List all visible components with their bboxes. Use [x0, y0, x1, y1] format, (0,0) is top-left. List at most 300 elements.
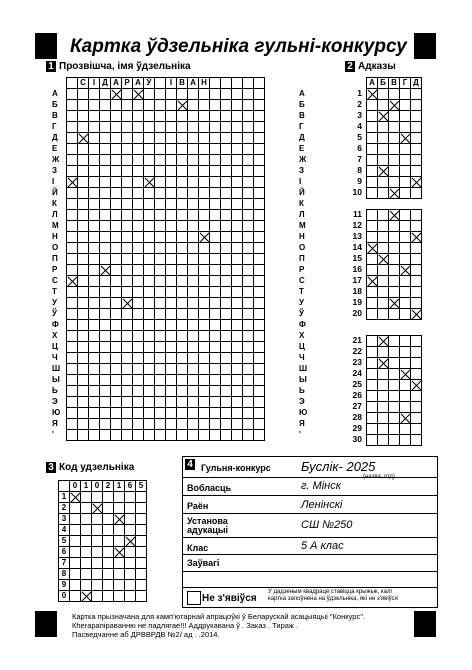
name-grid-cell[interactable]	[210, 342, 221, 353]
name-grid-cell[interactable]	[89, 320, 100, 331]
name-grid-cell[interactable]	[232, 155, 243, 166]
name-grid-cell[interactable]	[243, 430, 254, 441]
name-grid-cell[interactable]	[166, 188, 177, 199]
name-grid-cell[interactable]	[210, 188, 221, 199]
name-grid-cell[interactable]	[144, 309, 155, 320]
name-header-cell[interactable]: А	[188, 78, 199, 89]
name-grid-cell[interactable]	[144, 276, 155, 287]
name-grid-cell[interactable]	[188, 155, 199, 166]
name-grid-cell[interactable]	[144, 111, 155, 122]
answer-cell[interactable]	[367, 100, 378, 111]
name-header-cell[interactable]	[243, 78, 254, 89]
code-cell[interactable]	[92, 536, 103, 547]
name-grid-cell[interactable]	[243, 298, 254, 309]
name-grid-cell[interactable]	[155, 419, 166, 430]
name-grid-cell[interactable]	[188, 188, 199, 199]
code-cell[interactable]	[136, 547, 147, 558]
name-grid-cell[interactable]	[122, 320, 133, 331]
name-grid-cell[interactable]	[133, 166, 144, 177]
answer-cell-marked[interactable]	[400, 413, 411, 424]
name-grid-cell[interactable]	[122, 375, 133, 386]
name-grid-cell[interactable]	[122, 397, 133, 408]
name-grid-cell[interactable]	[89, 210, 100, 221]
answer-cell[interactable]	[378, 413, 389, 424]
name-grid-cell[interactable]	[166, 419, 177, 430]
name-grid-cell[interactable]	[254, 199, 265, 210]
name-grid-cell[interactable]	[210, 331, 221, 342]
name-grid-cell[interactable]	[210, 122, 221, 133]
name-grid-cell[interactable]	[199, 122, 210, 133]
answer-cell[interactable]	[367, 265, 378, 276]
name-grid-cell[interactable]	[78, 397, 89, 408]
answer-cell[interactable]	[378, 424, 389, 435]
name-grid-cell[interactable]	[177, 111, 188, 122]
answer-cell[interactable]	[411, 89, 422, 100]
code-cell[interactable]	[81, 503, 92, 514]
answer-cell[interactable]	[411, 391, 422, 402]
name-grid-cell[interactable]	[122, 331, 133, 342]
name-grid-cell[interactable]	[254, 375, 265, 386]
code-cell-marked[interactable]	[81, 591, 92, 602]
name-grid-cell[interactable]	[78, 254, 89, 265]
name-grid-cell[interactable]	[67, 386, 78, 397]
answer-cell[interactable]	[400, 210, 411, 221]
answer-cell-marked[interactable]	[378, 336, 389, 347]
answer-cell[interactable]	[367, 358, 378, 369]
name-grid-cell-marked[interactable]	[78, 133, 89, 144]
name-grid-cell[interactable]	[254, 100, 265, 111]
name-grid-cell[interactable]	[122, 122, 133, 133]
name-grid-cell[interactable]	[155, 232, 166, 243]
name-grid-cell[interactable]	[144, 100, 155, 111]
name-grid-cell[interactable]	[67, 122, 78, 133]
name-grid-cell[interactable]	[100, 287, 111, 298]
school-value[interactable]: СШ №250	[301, 519, 353, 531]
name-grid-cell[interactable]	[122, 408, 133, 419]
answer-cell-marked[interactable]	[389, 100, 400, 111]
name-grid-cell[interactable]	[199, 254, 210, 265]
name-grid-cell[interactable]	[100, 111, 111, 122]
name-grid-cell[interactable]	[133, 364, 144, 375]
name-header-cell[interactable]	[221, 78, 232, 89]
answer-cell[interactable]	[367, 188, 378, 199]
name-grid-cell[interactable]	[243, 100, 254, 111]
answer-cell[interactable]	[367, 369, 378, 380]
answer-cell[interactable]	[400, 287, 411, 298]
name-grid-cell[interactable]	[232, 122, 243, 133]
answer-cell[interactable]	[400, 111, 411, 122]
answer-cell[interactable]	[367, 336, 378, 347]
name-header-cell[interactable]	[155, 78, 166, 89]
name-grid-cell[interactable]	[89, 122, 100, 133]
name-grid-cell[interactable]	[221, 353, 232, 364]
name-grid-cell[interactable]	[188, 133, 199, 144]
name-grid-cell[interactable]	[122, 419, 133, 430]
answer-cell[interactable]	[400, 391, 411, 402]
name-grid-cell[interactable]	[166, 166, 177, 177]
answer-cell[interactable]	[411, 144, 422, 155]
name-grid-cell[interactable]	[221, 89, 232, 100]
name-grid-cell[interactable]	[155, 287, 166, 298]
answer-cell[interactable]	[367, 435, 378, 446]
name-grid-cell[interactable]	[177, 386, 188, 397]
answer-cell[interactable]	[367, 391, 378, 402]
name-grid-cell[interactable]	[100, 221, 111, 232]
answer-cell[interactable]	[411, 276, 422, 287]
name-grid-cell[interactable]	[232, 188, 243, 199]
answer-cell[interactable]	[389, 276, 400, 287]
game-value[interactable]: Буслік- 2025	[301, 459, 376, 474]
name-grid-cell[interactable]	[166, 122, 177, 133]
code-cell[interactable]	[114, 492, 125, 503]
name-grid-cell[interactable]	[78, 353, 89, 364]
name-grid-cell[interactable]	[254, 265, 265, 276]
name-grid-cell[interactable]	[188, 265, 199, 276]
answer-cell[interactable]	[389, 166, 400, 177]
name-grid-cell[interactable]	[78, 221, 89, 232]
name-grid-cell[interactable]	[166, 353, 177, 364]
name-grid-cell[interactable]	[100, 133, 111, 144]
code-grid[interactable]	[58, 480, 147, 602]
name-grid-cell[interactable]	[166, 397, 177, 408]
name-grid-cell[interactable]	[133, 122, 144, 133]
name-grid-cell[interactable]	[78, 243, 89, 254]
code-cell-marked[interactable]	[114, 547, 125, 558]
name-grid-cell[interactable]	[155, 265, 166, 276]
name-grid-cell[interactable]	[166, 276, 177, 287]
answer-cell[interactable]	[389, 111, 400, 122]
name-grid-cell[interactable]	[232, 221, 243, 232]
name-header-cell[interactable]	[254, 78, 265, 89]
name-grid-cell[interactable]	[155, 89, 166, 100]
name-grid-cell[interactable]	[243, 419, 254, 430]
answer-cell[interactable]	[400, 336, 411, 347]
code-cell-marked[interactable]	[70, 492, 81, 503]
name-grid-cell[interactable]	[133, 419, 144, 430]
name-grid-cell[interactable]	[78, 89, 89, 100]
name-grid-cell[interactable]	[122, 430, 133, 441]
answer-cell[interactable]	[389, 133, 400, 144]
name-grid-cell[interactable]	[155, 111, 166, 122]
name-grid-cell[interactable]	[221, 188, 232, 199]
answer-cell[interactable]	[367, 122, 378, 133]
name-header-cell[interactable]: Д	[100, 78, 111, 89]
name-grid-cell[interactable]	[243, 144, 254, 155]
name-grid-cell[interactable]	[166, 133, 177, 144]
answer-cell[interactable]	[378, 265, 389, 276]
name-grid-cell[interactable]	[133, 320, 144, 331]
name-grid-cell[interactable]	[133, 133, 144, 144]
name-grid-cell[interactable]	[199, 243, 210, 254]
code-cell[interactable]	[114, 569, 125, 580]
answer-cell-marked[interactable]	[378, 254, 389, 265]
answer-cell[interactable]	[367, 424, 378, 435]
answer-cell-marked[interactable]	[378, 166, 389, 177]
name-grid-cell[interactable]	[155, 375, 166, 386]
name-grid-cell[interactable]	[111, 155, 122, 166]
name-grid-cell[interactable]	[78, 265, 89, 276]
name-grid-cell[interactable]	[188, 144, 199, 155]
name-grid-cell-marked[interactable]	[177, 100, 188, 111]
name-grid-cell[interactable]	[155, 122, 166, 133]
name-grid-cell[interactable]	[232, 298, 243, 309]
name-grid-cell[interactable]	[67, 155, 78, 166]
name-grid-cell[interactable]	[100, 144, 111, 155]
answer-cell[interactable]	[411, 402, 422, 413]
region-value[interactable]: г. Мінск	[301, 480, 341, 492]
code-cell-marked[interactable]	[114, 514, 125, 525]
name-grid-cell[interactable]	[166, 89, 177, 100]
name-grid-cell[interactable]	[254, 89, 265, 100]
name-grid-cell[interactable]	[254, 144, 265, 155]
answer-cell[interactable]	[378, 155, 389, 166]
name-grid-cell[interactable]	[89, 408, 100, 419]
code-cell[interactable]	[103, 503, 114, 514]
name-grid-cell[interactable]	[177, 232, 188, 243]
answer-cell-marked[interactable]	[400, 133, 411, 144]
name-grid-cell[interactable]	[100, 430, 111, 441]
name-grid-cell-marked[interactable]	[111, 89, 122, 100]
code-cell[interactable]	[92, 558, 103, 569]
name-grid-cell[interactable]	[166, 331, 177, 342]
answer-cell[interactable]	[389, 232, 400, 243]
name-grid-cell[interactable]	[254, 177, 265, 188]
name-grid-cell[interactable]	[221, 309, 232, 320]
name-grid-cell[interactable]	[133, 243, 144, 254]
answer-cell[interactable]	[400, 402, 411, 413]
name-grid-cell[interactable]	[78, 166, 89, 177]
name-grid-cell[interactable]	[177, 309, 188, 320]
name-grid-cell[interactable]	[166, 144, 177, 155]
name-grid-cell[interactable]	[177, 254, 188, 265]
answer-cell[interactable]	[389, 435, 400, 446]
name-grid-cell[interactable]	[199, 265, 210, 276]
code-cell[interactable]	[136, 558, 147, 569]
name-grid-cell-marked[interactable]	[199, 232, 210, 243]
name-grid-cell[interactable]	[232, 287, 243, 298]
answer-cell[interactable]	[378, 298, 389, 309]
name-grid-cell[interactable]	[155, 155, 166, 166]
name-grid-cell[interactable]	[188, 320, 199, 331]
code-cell[interactable]	[125, 569, 136, 580]
name-grid-cell[interactable]	[111, 298, 122, 309]
name-grid-cell[interactable]	[122, 287, 133, 298]
name-grid-cell[interactable]	[177, 199, 188, 210]
answer-cell-marked[interactable]	[389, 298, 400, 309]
answer-cell[interactable]	[367, 221, 378, 232]
name-grid-cell[interactable]	[232, 243, 243, 254]
name-grid-cell[interactable]	[144, 342, 155, 353]
answer-cell[interactable]	[400, 347, 411, 358]
name-grid-cell[interactable]	[100, 188, 111, 199]
name-grid-cell[interactable]	[166, 375, 177, 386]
name-grid-cell[interactable]	[243, 408, 254, 419]
name-grid-cell[interactable]	[177, 320, 188, 331]
name-grid-cell[interactable]	[177, 397, 188, 408]
name-grid-cell[interactable]	[89, 265, 100, 276]
name-grid-cell[interactable]	[243, 364, 254, 375]
name-grid-cell[interactable]	[89, 276, 100, 287]
answer-cell[interactable]	[389, 155, 400, 166]
name-grid-cell[interactable]	[243, 386, 254, 397]
name-grid-cell[interactable]	[100, 342, 111, 353]
name-grid-cell[interactable]	[78, 144, 89, 155]
answer-cell[interactable]	[378, 435, 389, 446]
name-grid-cell[interactable]	[254, 397, 265, 408]
name-grid-cell[interactable]	[89, 144, 100, 155]
name-grid-cell[interactable]	[89, 386, 100, 397]
answer-cell[interactable]	[389, 380, 400, 391]
code-cell[interactable]	[103, 492, 114, 503]
name-grid-cell-marked[interactable]	[122, 298, 133, 309]
name-grid-cell[interactable]	[232, 111, 243, 122]
name-grid-cell[interactable]	[144, 188, 155, 199]
name-grid-cell[interactable]	[100, 232, 111, 243]
answer-cell[interactable]	[411, 298, 422, 309]
name-grid-cell[interactable]	[166, 298, 177, 309]
answer-cell-marked[interactable]	[389, 188, 400, 199]
name-grid-cell[interactable]	[254, 210, 265, 221]
name-grid-cell[interactable]	[144, 298, 155, 309]
name-grid-cell[interactable]	[199, 133, 210, 144]
name-grid-cell[interactable]	[100, 100, 111, 111]
code-cell[interactable]	[70, 536, 81, 547]
name-grid-cell[interactable]	[111, 177, 122, 188]
code-cell[interactable]	[81, 580, 92, 591]
name-grid-cell[interactable]	[67, 364, 78, 375]
code-cell[interactable]	[136, 503, 147, 514]
name-grid-cell[interactable]	[177, 419, 188, 430]
name-grid-cell[interactable]	[89, 177, 100, 188]
name-grid-cell[interactable]	[188, 397, 199, 408]
name-grid-cell[interactable]	[166, 320, 177, 331]
name-grid-cell[interactable]	[210, 397, 221, 408]
name-grid-cell[interactable]	[199, 111, 210, 122]
name-grid-cell[interactable]	[67, 287, 78, 298]
answer-cell[interactable]	[389, 144, 400, 155]
name-grid-cell[interactable]	[111, 309, 122, 320]
name-grid-cell[interactable]	[144, 353, 155, 364]
name-grid-cell[interactable]	[166, 177, 177, 188]
name-grid-cell[interactable]	[188, 430, 199, 441]
name-grid-cell[interactable]	[67, 353, 78, 364]
answer-cell[interactable]	[378, 309, 389, 320]
name-grid-cell[interactable]	[188, 243, 199, 254]
name-grid-cell[interactable]	[144, 287, 155, 298]
name-grid-cell[interactable]	[67, 254, 78, 265]
name-grid-cell[interactable]	[232, 254, 243, 265]
name-grid-cell[interactable]	[122, 342, 133, 353]
name-grid-cell[interactable]	[243, 111, 254, 122]
name-grid-cell[interactable]	[254, 111, 265, 122]
name-grid-cell[interactable]	[177, 89, 188, 100]
name-grid-cell[interactable]	[111, 221, 122, 232]
absent-checkbox[interactable]	[187, 591, 201, 605]
name-grid-cell[interactable]	[67, 232, 78, 243]
name-grid-cell[interactable]	[221, 232, 232, 243]
name-grid-cell[interactable]	[166, 100, 177, 111]
name-grid-cell[interactable]	[155, 100, 166, 111]
name-header-cell[interactable]	[232, 78, 243, 89]
name-grid-cell[interactable]	[100, 397, 111, 408]
name-grid-cell[interactable]	[210, 265, 221, 276]
answer-cell[interactable]	[389, 243, 400, 254]
name-grid-cell[interactable]	[144, 199, 155, 210]
name-grid-cell[interactable]	[111, 144, 122, 155]
name-grid-cell[interactable]	[199, 210, 210, 221]
name-grid-cell[interactable]	[243, 276, 254, 287]
name-grid-cell[interactable]	[243, 166, 254, 177]
name-grid-cell[interactable]	[78, 199, 89, 210]
name-grid-cell[interactable]	[133, 375, 144, 386]
name-grid-cell[interactable]	[188, 331, 199, 342]
name-grid-cell[interactable]	[232, 309, 243, 320]
answer-cell[interactable]	[400, 254, 411, 265]
name-grid-cell[interactable]	[243, 133, 254, 144]
name-grid-cell[interactable]	[232, 133, 243, 144]
answer-cell[interactable]	[411, 155, 422, 166]
name-grid-cell[interactable]	[254, 430, 265, 441]
name-grid-cell[interactable]	[67, 375, 78, 386]
name-grid-cell[interactable]	[221, 408, 232, 419]
answer-cell[interactable]	[378, 243, 389, 254]
name-grid-cell[interactable]	[122, 232, 133, 243]
name-grid-cell[interactable]	[221, 331, 232, 342]
name-grid-cell[interactable]	[89, 100, 100, 111]
name-grid-cell[interactable]	[210, 386, 221, 397]
name-grid-cell[interactable]	[254, 353, 265, 364]
name-grid-cell[interactable]	[199, 320, 210, 331]
code-digit-header[interactable]: 2	[103, 481, 114, 492]
code-cell-marked[interactable]	[92, 503, 103, 514]
name-grid-cell[interactable]	[177, 342, 188, 353]
name-grid-cell[interactable]	[221, 276, 232, 287]
name-grid-cell[interactable]	[221, 144, 232, 155]
answer-cell[interactable]	[389, 89, 400, 100]
name-header-cell[interactable]: А	[111, 78, 122, 89]
answer-cell[interactable]	[378, 122, 389, 133]
name-grid-cell[interactable]	[243, 287, 254, 298]
code-digit-header[interactable]: 1	[114, 481, 125, 492]
name-grid-cell[interactable]	[144, 122, 155, 133]
answer-cell[interactable]	[411, 254, 422, 265]
name-grid-cell[interactable]	[199, 199, 210, 210]
name-grid-cell[interactable]	[100, 243, 111, 254]
name-grid-cell[interactable]	[78, 287, 89, 298]
code-cell[interactable]	[125, 580, 136, 591]
name-grid-cell[interactable]	[221, 199, 232, 210]
answer-cell[interactable]	[378, 369, 389, 380]
name-grid-cell[interactable]	[67, 320, 78, 331]
answer-cell[interactable]	[378, 89, 389, 100]
name-grid-cell[interactable]	[221, 221, 232, 232]
name-grid-cell[interactable]	[210, 210, 221, 221]
name-grid-cell[interactable]	[122, 221, 133, 232]
name-grid-cell[interactable]	[122, 309, 133, 320]
answer-cell[interactable]	[389, 391, 400, 402]
name-grid-cell[interactable]	[210, 320, 221, 331]
code-cell[interactable]	[70, 547, 81, 558]
name-grid-cell[interactable]	[100, 364, 111, 375]
name-grid-cell[interactable]	[188, 100, 199, 111]
name-grid-cell[interactable]	[67, 331, 78, 342]
answer-cell-marked[interactable]	[367, 89, 378, 100]
answer-cell-marked[interactable]	[378, 111, 389, 122]
name-grid-cell[interactable]	[155, 342, 166, 353]
code-cell[interactable]	[136, 514, 147, 525]
name-grid-cell[interactable]	[78, 210, 89, 221]
name-grid-cell[interactable]	[155, 386, 166, 397]
